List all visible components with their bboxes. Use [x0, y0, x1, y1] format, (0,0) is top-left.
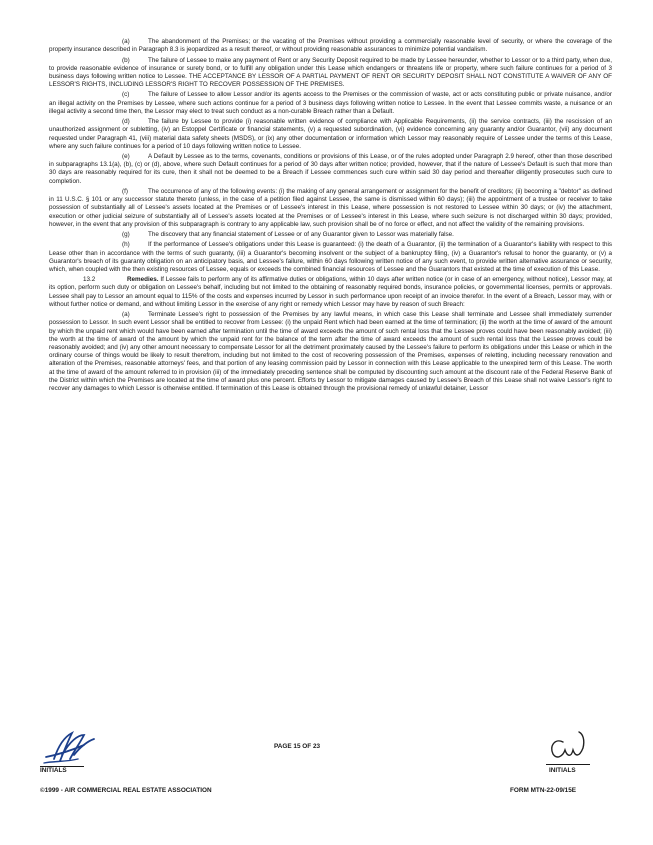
lessor-initials-signature: [545, 730, 595, 764]
paragraph-c: [49, 91, 612, 116]
initials-label-left: INITIALS: [40, 767, 67, 774]
initials-line-right: [546, 764, 590, 765]
paragraph-label: (a): [122, 311, 130, 319]
page-number: PAGE 15 OF 23: [274, 743, 321, 750]
section-remedies: [49, 276, 612, 309]
paragraph-text: The failure of Lessee to make any payment of Rent or any Security Deposit required to be made by Lessee hereunder, whether to Lessor or to a third party, when due, to provide reasonable evidence of insurance or surety bond, or to fulfill any obligation under this Lease which endangers or threatens life or property, where such failure continues for a period of 3 business days following written notice to Lessee. THE ACCEPTANCE BY LESSOR OF A PARTIAL PAYMENT OF RENT OR SECURITY DEPOSIT SHALL NOT CONSTITUTE A WAIVER OF ANY OF LESSOR'S RIGHTS, INCLUDING LESSOR'S RIGHT TO RECOVER POSSESSION OF THE PREMISES.: [49, 56, 612, 89]
paragraph-text: A Default by Lessee as to the terms, covenants, conditions or provisions of this Lease, or of the rules adopted under Paragraph 2.9 hereof, other than those described in subparagraphs 13.1(a), (b), (c) or (d), above, where such Default continues for a period of 30 days after written notice; provided, however, that if the nature of Lessee's Default is such that more than 30 days are reasonably required for its cure, then it shall not be deemed to be a Breach if Lessee commences such cure within said 30 day period and thereafter diligently prosecutes such cure to completion.: [49, 153, 612, 185]
paragraph-d: [49, 118, 612, 151]
paragraph-g: [49, 231, 612, 239]
paragraph-label: (f): [122, 187, 128, 195]
paragraph-f: [49, 188, 612, 229]
paragraph-text: If the performance of Lessee's obligations under this Lease is guaranteed: (i) the death of a Guarantor, (ii) the termination of a Guarantor's liability with respect to this Lease other than in accordance with the terms of such guaranty, (iii) a Guarantor's becoming insolvent or the subject of a bankruptcy filing, (iv) a Guarantor's refusal to honor the guaranty, or (v) a Guarantor's breach of its guaranty obligation on an anticipatory basis, and Lessee's failure, within 60 days following written notice of any such event, to provide written alternative assurance or security, which, when coupled with the then existing resources of Lessee, equals or exceeds the combined financial resources of Lessee and the Guarantors that existed at the time of execution of this Lease.: [49, 241, 612, 273]
paragraph-label: (h): [122, 241, 130, 249]
lessee-initials-signature: [40, 729, 98, 769]
paragraph-label: (c): [122, 91, 130, 99]
paragraph-text: The failure by Lessee to provide (i) reasonable written evidence of compliance with Applicable Requirements, (ii) the service contracts, (iii) the rescission of an unauthorized assignment or subletting, (iv) an Estoppel Certificate or financial statements, (v) a requested subordination, (vi) evidence concerning any guaranty and/or Guarantor, (vii) any document requested under Paragraph 41, (viii) material data safety sheets (MSDS), or (ix) any other documentation or information which Lessor may reasonably require of Lessee under the terms of this Lease, where any such failure continues for a period of 10 days following written notice to Lessee.: [49, 118, 612, 150]
paragraph-h: [49, 241, 612, 274]
paragraph-label: (d): [122, 118, 130, 126]
paragraph-text: The discovery that any financial statement of Lessee or of any Guarantor given to Lessor was materially false.: [148, 231, 454, 239]
paragraph-b: [49, 57, 612, 90]
paragraph-e: [49, 153, 612, 186]
paragraph-label: (g): [122, 231, 130, 239]
paragraph-label: (e): [122, 153, 130, 161]
paragraph-text: The occurrence of any of the following events: (i) the making of any general arrangement or assignment for the benefit of creditors; (ii) becoming a "debtor" as defined in 11 U.S.C. § 101 or any successor statute thereto (unless, in the case of a petition filed against Lessee, the same is dismissed within 60 days); (iii) the appointment of a trustee or receiver to take possession of substantially all of Lessee's assets located at the Premises or of Lessee's interest in this Lease, where possession is not restored to Lessee within 30 days; or (iv) the attachment, execution or other judicial seizure of substantially all of Lessee's assets located at the Premises or of Lessee's interest in this Lease, where such seizure is not discharged within 30 days; provided, however, in the event that any provision of this subparagraph is contrary to any applicable law, such provision shall be of no force or effect, and not affect the validity of the remaining provisions.: [49, 187, 612, 228]
section-text: If Lessee fails to perform any of its affirmative duties or obligations, within 10 days after written notice (or in case of an emergency, without notice), Lessor may, at its option, perform such duty or obligation on Lessee's behalf, including but not limited to the obtaining of reasonably required bonds, insurance policies, or governmental licenses, permits or approvals. Lessee shall pay to Lessor an amount equal to 115% of the costs and expenses incurred by Lessor in such performance upon receipt of an invoice therefor. In the event of a Breach, Lessor may, with or without further notice or demand, and without limiting Lessor in the exercise of any right or remedy which Lessor may have by reason of such Breach:: [49, 276, 612, 308]
remedy-a: [49, 311, 612, 393]
paragraph-label: (a): [122, 38, 130, 45]
form-number: FORM MTN-22-09/15E: [510, 787, 577, 794]
section-title: Remedies.: [127, 276, 159, 284]
paragraph-text: The abandonment of the Premises; or the vacating of the Premises without providing a commercially reasonable level of security, or where the coverage of the property insurance described in Paragraph 8.3 is jeopardized as a result thereof, or without providing reasonable assurances to minimize potential vandalism.: [49, 38, 612, 54]
paragraph-label: (b): [122, 56, 130, 64]
section-number: 13.2: [83, 276, 96, 284]
paragraph-a: [49, 38, 612, 54]
paragraph-text: The failure of Lessee to allow Lessor and/or its agents access to the Premises or the commission of waste, act or acts constituting public or private nuisance, and/or an illegal activity on the Premises by Lessee, where such actions continue for a period of 3 business days following written notice to Lessee. In the event that Lessee commits waste, a nuisance or an illegal activity a second time then, the Lessor may elect to treat such conduct as a non-curable Breach rather than a Default.: [49, 91, 612, 115]
initials-label-right: INITIALS: [549, 767, 576, 774]
paragraph-text: Terminate Lessee's right to possession of the Premises by any lawful means, in which case this Lease shall terminate and Lessee shall immediately surrender possession to Lessor. In such event Lessor shall be entitled to recover from Lessee: (i) the unpaid Rent which had been earned at the time of termination; (ii) the worth at the time of award of the amount by which the unpaid rent which would have been earned after termination until the time of award exceeds the amount of such rental loss that the Lessee proves could have been reasonably avoided; (iii) the worth at the time of award of the amount by which the unpaid rent for the balance of the term after the time of award exceeds the amount of such rental loss that the Lessee proves could be reasonably avoided; and (iv) any other amount necessary to compensate Lessor for all the detriment proximately caused by the Lessee's failure to perform its obligations under this Lease or which in the ordinary course of things would be likely to result therefrom, including but not limited to the cost of recovering possession of the Premises, expenses of reletting, including necessary renovation and alteration of the Premises, reasonable attorneys' fees, and that portion of any leasing commission paid by Lessor in connection with this Lease applicable to the unexpired term of this Lease. The worth at the time of award of the amount referred to in provision (iii) of the immediately preceding sentence shall be computed by discounting such amount at the discount rate of the Federal Reserve Bank of the District within which the Premises are located at the time of award plus one percent. Efforts by Lessor to mitigate damages caused by Lessee's Breach of this Lease shall not waive Lessor's right to recover any damages to which Lessor is otherwise entitled. If termination of this Lease is obtained through the provisional remedy of unlawful detainer, Lessor: [49, 311, 612, 392]
copyright-notice: ©1999 - AIR COMMERCIAL REAL ESTATE ASSOCIATION: [40, 787, 212, 794]
lease-body: [49, 38, 612, 395]
